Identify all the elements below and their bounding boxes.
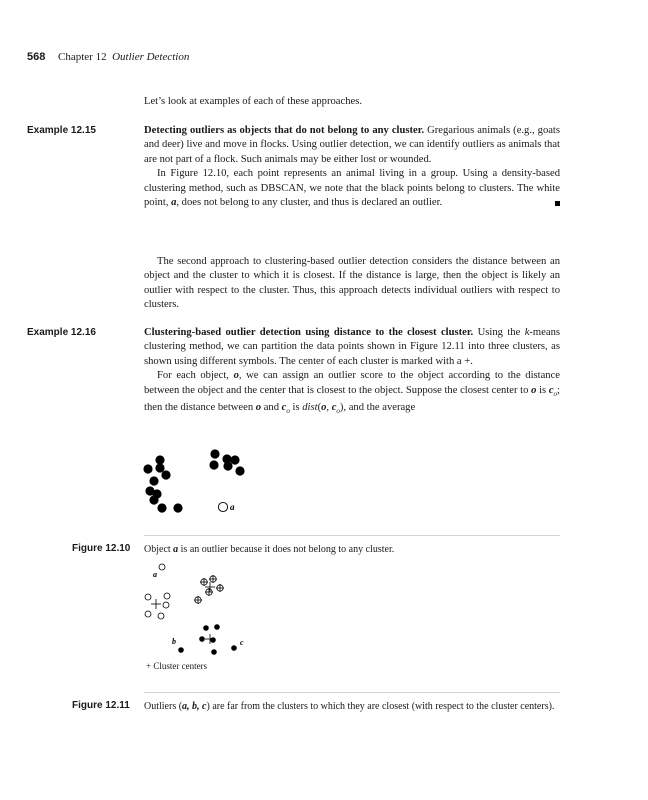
figure-12-10-caption: Object a is an outlier because it does not belong to any cluster. (144, 544, 395, 555)
data-point (161, 470, 170, 479)
cluster-point (214, 624, 220, 630)
figure-12-11-label: Figure 12.11 (72, 700, 130, 711)
data-point (155, 455, 164, 464)
example-12-15-p1: Gregarious animals (e.g., goats and deer) live and move in flocks. Using outlier detection, we can identify outliers as animals that are not part of a flock. Such animals may be either lost or wounded. (144, 125, 561, 165)
example-12-15-title: Detecting outliers as objects that do not belong to any cluster. (144, 125, 425, 136)
intro-paragraph: Let’s look at examples of each of these approaches. (144, 96, 362, 107)
data-point (157, 503, 166, 512)
page-number: 568 (27, 51, 46, 63)
data-point (149, 495, 158, 504)
figure-12-10-rule (144, 535, 560, 536)
cluster-point (199, 636, 205, 642)
crossed-point (194, 596, 202, 604)
cluster-point (158, 613, 164, 619)
crossed-point (216, 584, 224, 592)
cluster-point (211, 649, 217, 655)
point-label-a: a (230, 502, 235, 512)
cluster-point (145, 594, 151, 600)
data-point (223, 461, 232, 470)
outlier-label-b: b (172, 637, 176, 646)
crossed-point (209, 575, 217, 583)
chapter-label: Chapter 12 (58, 51, 107, 63)
data-point (155, 463, 164, 472)
outlier-point-a (159, 564, 165, 570)
crossed-point (200, 578, 208, 586)
data-point (210, 449, 219, 458)
data-point (235, 466, 244, 475)
cluster-point (164, 593, 170, 599)
data-point (209, 460, 218, 469)
section-title: Outlier Detection (112, 51, 190, 63)
figure-12-10-label: Figure 12.10 (72, 543, 131, 554)
outlier-point-b (178, 647, 184, 653)
cluster-point (210, 637, 216, 643)
cluster-3-points (178, 624, 237, 655)
cluster-center-1 (151, 599, 161, 609)
cluster-point (145, 611, 151, 617)
figure-12-11-rule (144, 692, 560, 693)
example-12-15-label: Example 12.15 (27, 125, 96, 136)
cluster-right (209, 449, 244, 475)
cluster-left (143, 455, 182, 512)
data-point (173, 503, 182, 512)
data-point (143, 464, 152, 473)
outlier-point-a (218, 502, 227, 511)
cluster-point (203, 625, 209, 631)
data-point (149, 476, 158, 485)
figure-12-11-caption: Outliers (a, b, c) are far from the clusters to which they are closest (with respect to the cluster centers). (144, 701, 555, 712)
example-12-16-title: Clustering-based outlier detection using distance to the closest cluster. (144, 327, 474, 338)
crossed-point (205, 588, 213, 596)
second-approach-paragraph: The second approach to clustering-based outlier detection considers the distance between an object and the cluster to which it is closest. If the distance is large, then the object is likely an outlier with respect to the cluster. Thus, this approach detects individual outliers with respect to clusters. (144, 256, 560, 311)
data-point (230, 455, 239, 464)
figure-12-11-legend: + Cluster centers (146, 661, 208, 671)
outlier-label-a: a (153, 570, 157, 579)
example-12-16-label: Example 12.16 (27, 327, 96, 338)
outlier-point-c (231, 645, 237, 651)
cluster-point (163, 602, 169, 608)
example-12-16-body: Clustering-based outlier detection using distance to the closest cluster. Using the k-means clustering method, we can partition the data points shown in Figure 12.11 into three clusters, as shown using different symbols. The center of each cluster is marked with a +. For each object, o, we can assign an outlier score to the object according to the distance between the object and the center that is closest to the object. Suppose the closest center to o is $c_o$; then the distance between o and $c_o$ is dist(o, $c_o$), and the average (144, 327, 560, 416)
outlier-label-c: c (240, 638, 244, 647)
example-12-15-body: Detecting outliers as objects that do not belong to any cluster. Gregarious animals (e.g., goats and deer) live and move in flocks. Using outlier detection, we can identify outliers as animals that are not part of a flock. Such animals may be either lost or wounded. In Figure 12.10, each point represents an animal living in a group. Using a density-based clustering method, such as DBSCAN, we note that the black points belong to clusters. The white point, a, does not belong to any cluster, and thus is declared an outlier. (144, 125, 561, 209)
